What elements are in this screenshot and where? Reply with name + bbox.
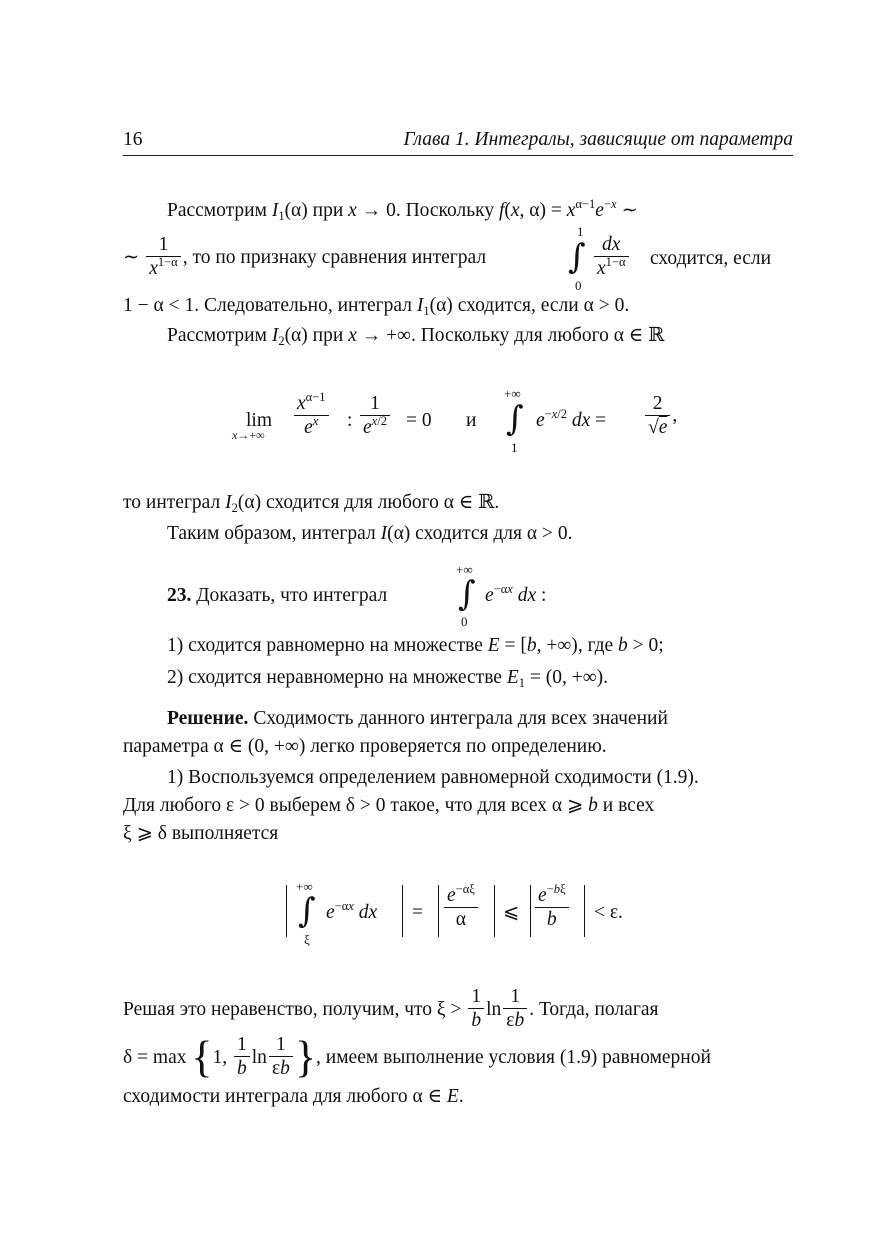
integral-sign-2: ∫ [506,399,524,439]
limit-fraction-2: $\frac{1}{e^{x/2}}$ [358,393,392,440]
and-word: и [466,410,477,431]
running-title: Глава 1. Интегралы, зависящие от параметра [403,129,793,150]
int-upper-1: 1 [577,224,584,239]
equals-sign: = [412,902,423,923]
abs-bar-3 [438,885,439,937]
int-upper-3: +∞ [456,562,473,577]
less-epsilon: < ε. [594,902,623,923]
final-line-1: Решая это неравенство, получим, что ξ > $\frac{1}{b}$ ln $\frac{1}{\varepsilon b}$ . Тогда, полагая [123,986,659,1031]
limit-fraction-1: $\frac{x^{\alpha-1}}{e^x}$ [292,393,331,440]
page-number: 16 [123,129,143,150]
problem-statement: 23. Доказать, что интеграл [167,585,388,606]
int-lower-1: 0 [575,278,582,293]
integrand-1: $\frac{dx}{x^{1-\alpha}}$ [592,234,631,281]
fraction-5: $\frac{e^{-b\xi}}{b}$ [533,885,571,932]
paragraph-1-line-1: Рассмотрим $I_1(\alpha)$ при x → 0. Поскольку f(x, $\alpha) = x^{\alpha-1}e^{-x}$ ∼ [167,197,638,223]
int-lower-4: ξ [304,932,310,947]
fraction-4: $\frac{e^{-\alpha\xi}}{\alpha}$ [442,885,480,932]
abs-bar-4 [494,885,495,937]
solution-line-3: 1) Воспользуемся определением равномерной сходимости (1.9). [167,767,699,788]
integral-sign-3: ∫ [458,574,476,614]
lim-subscript: x→+∞ [232,428,265,442]
colon: : [347,410,353,431]
equals-zero: = 0 [406,410,432,431]
int-lower-3: 0 [461,614,468,629]
int-upper-4: +∞ [296,879,313,894]
abs-bar-6 [584,885,585,937]
integrand-2: $e^{-x/2}$ dx = [536,407,607,431]
final-line-3: сходимости интеграла для любого α ∈ E. [123,1086,464,1107]
int-upper-2: +∞ [504,386,521,401]
paragraph-4: Таким образом, интеграл I(α) сходится для α > 0. [167,523,573,544]
abs-bar-5 [530,885,531,937]
int-lower-2: 1 [511,440,518,455]
result-fraction: $\frac{2}{√e}$ , [643,393,677,440]
solution-line-1: Решение. Сходимость данного интеграла для всех значений [167,708,668,729]
paragraph-1-line-3: 1 − α < 1. Следовательно, интеграл $I_1(\alpha)$ сходится, если α > 0. [123,295,630,318]
paragraph-3: то интеграл $I_2(\alpha)$ сходится для любого α ∈ ℝ. [123,492,500,515]
integrand-3: $e^{-\alpha x}$ dx : [485,582,547,606]
integrand-4: $e^{-\alpha x}$ dx [326,899,378,923]
leq-sign: ⩽ [503,902,520,923]
integral-sign-1: ∫ [568,237,586,277]
final-line-2: δ = max {1, $\frac{1}{b}$ ln $\frac{1}{\varepsilon b}$ }, имеем выполнение условия (1.9) равномерной [123,1032,711,1082]
list-item-2: 2) сходится неравномерно на множестве $E_1 = (0$, +∞). [167,667,608,690]
solution-line-4: Для любого ε > 0 выберем δ > 0 такое, что для всех α ⩾ b и всех [123,795,655,816]
abs-bar-1 [286,885,287,937]
solution-line-2: параметра α ∈ (0, +∞) легко проверяется по определению. [123,736,607,757]
paragraph-1-line-2-end: сходится, если [650,248,772,269]
abs-bar-2 [402,885,403,937]
header-rule [123,155,793,156]
solution-line-5: ξ ⩾ δ выполняется [123,823,279,844]
integral-sign-4: ∫ [298,891,316,931]
paragraph-2-line-1: Рассмотрим $I_2(\alpha)$ при x → +∞. Поскольку для любого α ∈ ℝ [167,325,665,348]
list-item-1: 1) сходится равномерно на множестве E = [b, +∞), где b > 0; [167,635,664,656]
lim-word: lim [246,410,273,431]
paragraph-1-line-2: ∼ $\frac{1}{x^{1-\alpha}}$ , то по признаку сравнения интеграл [123,234,487,279]
